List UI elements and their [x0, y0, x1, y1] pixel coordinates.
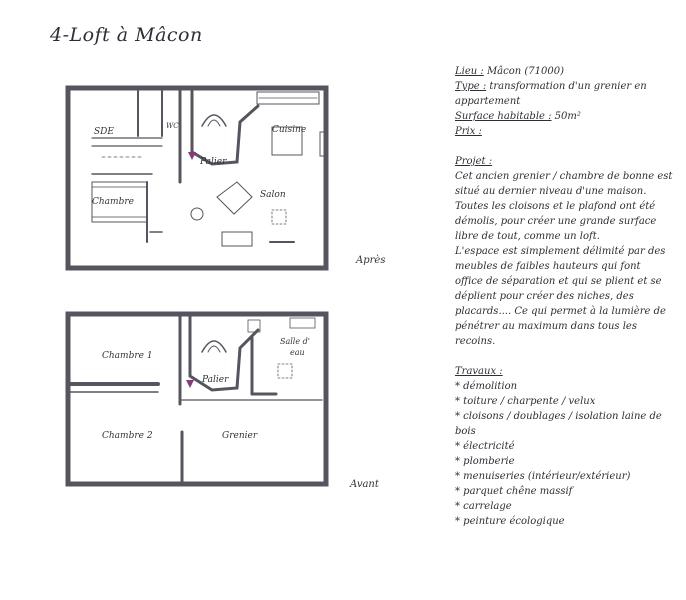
travaux-item: * parquet chêne massif [455, 486, 573, 497]
type-label: Type : [455, 81, 487, 92]
travaux-item: bois [455, 426, 476, 437]
travaux-item: * menuiseries (intérieur/extérieur) [455, 471, 631, 482]
room-label-chambre2: Chambre 2 [102, 431, 153, 441]
project-description [455, 64, 680, 529]
room-label-wc: WC [166, 122, 179, 130]
travaux-item: * cloisons / doublages / isolation laine de [455, 411, 662, 422]
travaux-item: * plomberie [455, 456, 515, 467]
room-label-salon: Salon [260, 190, 286, 200]
room-label-chambre: Chambre [92, 197, 134, 207]
page-title: 4-Loft à Mâcon [50, 24, 203, 46]
room-label-grenier: Grenier [222, 431, 258, 441]
room-label-palier: Palier [200, 157, 227, 167]
surface-value: 50m² [554, 111, 581, 122]
surface-label: Surface habitable : [455, 111, 552, 122]
palier-marker-before-icon [186, 380, 194, 388]
travaux-item: * peinture écologique [455, 516, 565, 527]
floor-plan-before [62, 308, 332, 490]
room-label-sde: SDE [94, 127, 114, 137]
room-label-chambre1: Chambre 1 [102, 351, 153, 361]
projet-line: placards.... Ce qui permet à la lumière de [455, 306, 666, 317]
lieu-value: Mâcon (71000) [486, 66, 564, 77]
lieu-label: Lieu : [455, 66, 484, 77]
projet-line: situé au dernier niveau d'une maison. [455, 186, 647, 197]
travaux-item: * démolition [455, 381, 518, 392]
travaux-heading [455, 364, 680, 379]
projet-line: recoins. [455, 336, 496, 347]
type-value-2: appartement [455, 96, 521, 107]
type-value-1: transformation d'un grenier en [489, 81, 647, 92]
travaux-item: * électricité [455, 441, 515, 452]
projet-line: office de séparation et qui se plient et se [455, 276, 662, 287]
caption-before: Avant [350, 479, 379, 490]
projet-line: Toutes les cloisons et le plafond ont été [455, 201, 656, 212]
projet-line: libre de tout, comme un loft. [455, 231, 600, 242]
prix-line [455, 124, 680, 139]
travaux-item: * toiture / charpente / velux [455, 396, 596, 407]
projet-label: Projet : [455, 156, 493, 167]
type-line [455, 79, 680, 94]
travaux-label: Travaux : [455, 366, 503, 377]
floor-plan-after [62, 82, 332, 274]
projet-line: meubles de faibles hauteurs qui font [455, 261, 641, 272]
palier-marker-icon [188, 152, 196, 160]
room-label-palier-before: Palier [202, 375, 229, 385]
lieu-line [455, 64, 680, 79]
caption-after: Après [356, 255, 386, 266]
projet-line: pénétrer au maximum dans tous les [455, 321, 637, 332]
projet-line: déplient pour créer des niches, des [455, 291, 634, 302]
room-label-salle-line1: Salle d' [280, 337, 310, 346]
projet-line: démolis, pour créer une grande surface [455, 216, 657, 227]
surface-line [455, 109, 680, 124]
projet-line: Cet ancien grenier / chambre de bonne est [455, 171, 673, 182]
projet-line: L'espace est simplement délimité par des [455, 246, 666, 257]
projet-heading [455, 154, 680, 169]
travaux-item: * carrelage [455, 501, 512, 512]
room-label-cuisine: Cuisine [272, 125, 307, 135]
room-label-salle-line2: eau [290, 348, 305, 357]
prix-label: Prix : [455, 126, 482, 137]
